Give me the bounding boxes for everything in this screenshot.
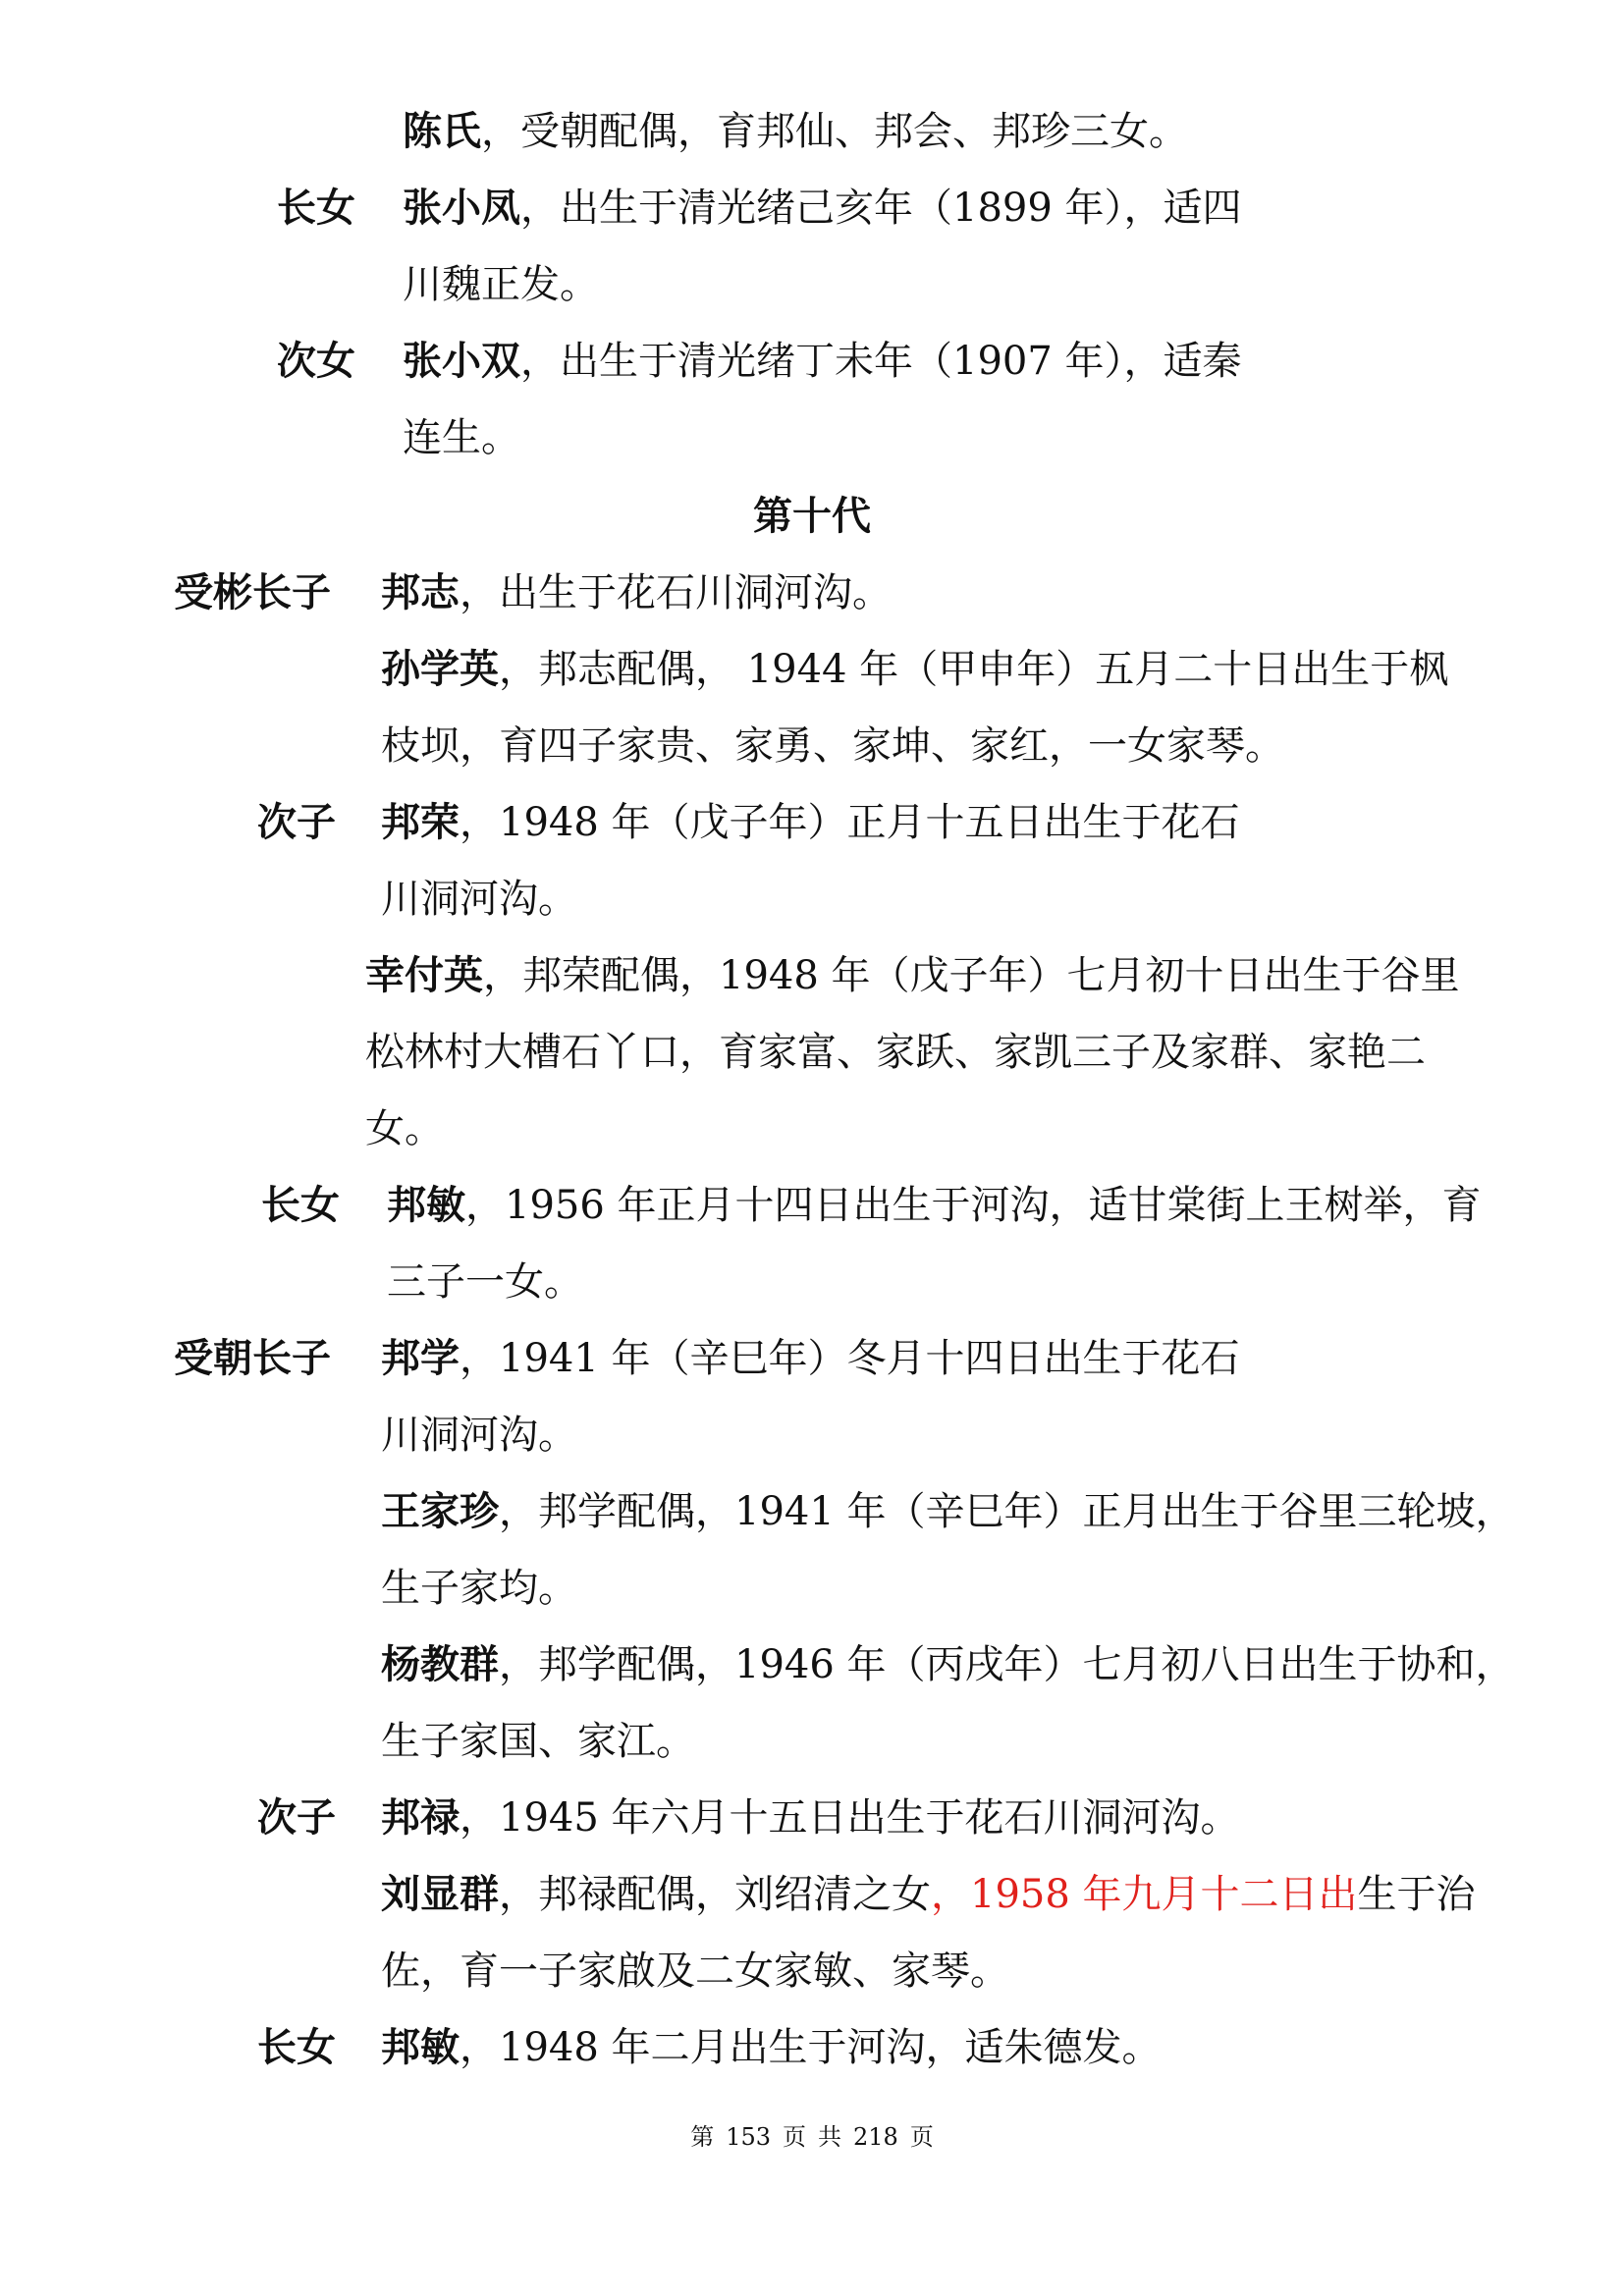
relation-label: 受朝长子 [174, 1335, 331, 1381]
entry-text: ，1941 年（辛巳年）冬月十四日出生于花石 [460, 1336, 1240, 1381]
entry-text: ，邦学配偶，1946 年（丙戌年）七月初八日出生于协和， [499, 1642, 1515, 1687]
person-name: 张小双 [403, 338, 520, 384]
person-name: 邦禄 [381, 1794, 460, 1841]
entry-continuation: 松林村大槽石丫口，育家富、家跃、家凯三子及家群、家艳二 [365, 1030, 1426, 1075]
person-name: 邦学 [381, 1335, 460, 1381]
entry-chen [403, 106, 1188, 157]
footer-label: 页 [783, 2123, 806, 2151]
entry-text: ，邦禄配偶，刘绍清之女 [499, 1872, 931, 1917]
entry-son-1 [381, 567, 892, 618]
entry-continuation: 生子家均。 [381, 1566, 577, 1611]
person-name: 王家珍 [381, 1488, 499, 1534]
generation-heading: 第十代 [753, 493, 871, 539]
relation-label: 次女 [277, 338, 355, 384]
entry-spouse [365, 950, 1460, 1001]
person-name: 陈氏 [403, 108, 481, 154]
person-name: 邦荣 [381, 799, 460, 845]
page-footer [0, 2122, 1624, 2152]
page-total: 218 [853, 2123, 898, 2151]
entry-text: ，邦志配偶， 1944 年（甲申年）五月二十日出生于枫 [499, 647, 1449, 692]
relation-label: 长女 [261, 1182, 340, 1228]
person-name: 孙学英 [381, 646, 499, 692]
footer-label: 页 [909, 2123, 934, 2151]
entry-text: ，1945 年六月十五日出生于花石川洞河沟。 [460, 1795, 1240, 1841]
entry-spouse [381, 1486, 1515, 1537]
entry-daughter [381, 2022, 1162, 2073]
entry-spouse [381, 1639, 1515, 1690]
entry-text: 生于治 [1357, 1872, 1476, 1917]
entry-text: ，受朝配偶，育邦仙、邦会、邦珍三女。 [481, 109, 1188, 154]
entry-spouse [381, 644, 1448, 695]
entry-text: ，出生于清光绪丁未年（1907 年），适秦 [520, 339, 1242, 384]
entry-text: ，出生于花石川洞河沟。 [460, 570, 892, 615]
entry-daughter-2 [403, 336, 1242, 387]
highlighted-date: ，1958 年九月十二日出 [931, 1872, 1358, 1917]
entry-text: ，1948 年二月出生于河沟，适朱德发。 [460, 2025, 1162, 2070]
entry-text: ，邦荣配偶，1948 年（戊子年）七月初十日出生于谷里 [483, 953, 1460, 998]
entry-son-2 [381, 1792, 1240, 1843]
entry-text: ，1948 年（戊子年）正月十五日出生于花石 [460, 800, 1240, 845]
person-name: 幸付英 [365, 952, 483, 998]
entry-text: ，1956 年正月十四日出生于河沟，适甘棠街上王树举，育 [465, 1183, 1482, 1228]
entry-continuation: 枝坝，育四子家贵、家勇、家坤、家红，一女家琴。 [381, 723, 1284, 769]
entry-continuation: 川洞河沟。 [381, 877, 577, 922]
entry-continuation: 川洞河沟。 [381, 1413, 577, 1458]
relation-label: 次子 [257, 1794, 336, 1841]
person-name: 张小凤 [403, 185, 520, 231]
relation-label: 长女 [257, 2024, 336, 2070]
person-name: 邦敏 [381, 2024, 460, 2070]
entry-text: ，出生于清光绪己亥年（1899 年），适四 [520, 186, 1242, 231]
relation-label: 受彬长子 [174, 569, 331, 615]
entry-spouse [381, 1869, 1476, 1920]
relation-label: 次子 [257, 799, 336, 845]
person-name: 邦敏 [387, 1182, 465, 1228]
page-number: 153 [726, 2123, 771, 2151]
relation-label: 长女 [277, 185, 355, 231]
footer-label: 第 [690, 2123, 715, 2151]
person-name: 杨教群 [381, 1641, 499, 1687]
person-name: 刘显群 [381, 1871, 499, 1917]
entry-daughter [387, 1180, 1482, 1231]
footer-label: 共 [818, 2123, 841, 2151]
entry-continuation: 佐，育一子家啟及二女家敏、家琴。 [381, 1949, 1009, 1994]
entry-daughter-1 [403, 183, 1242, 234]
entry-son-2 [381, 797, 1240, 848]
entry-continuation: 生子家国、家江。 [381, 1719, 695, 1764]
entry-continuation: 女。 [365, 1106, 444, 1151]
entry-continuation: 连生。 [403, 415, 520, 460]
entry-son-1 [381, 1333, 1240, 1384]
entry-text: ，邦学配偶，1941 年（辛巳年）正月出生于谷里三轮坡， [499, 1489, 1515, 1534]
entry-continuation: 三子一女。 [387, 1259, 583, 1305]
person-name: 邦志 [381, 569, 460, 615]
entry-continuation: 川魏正发。 [403, 262, 599, 307]
